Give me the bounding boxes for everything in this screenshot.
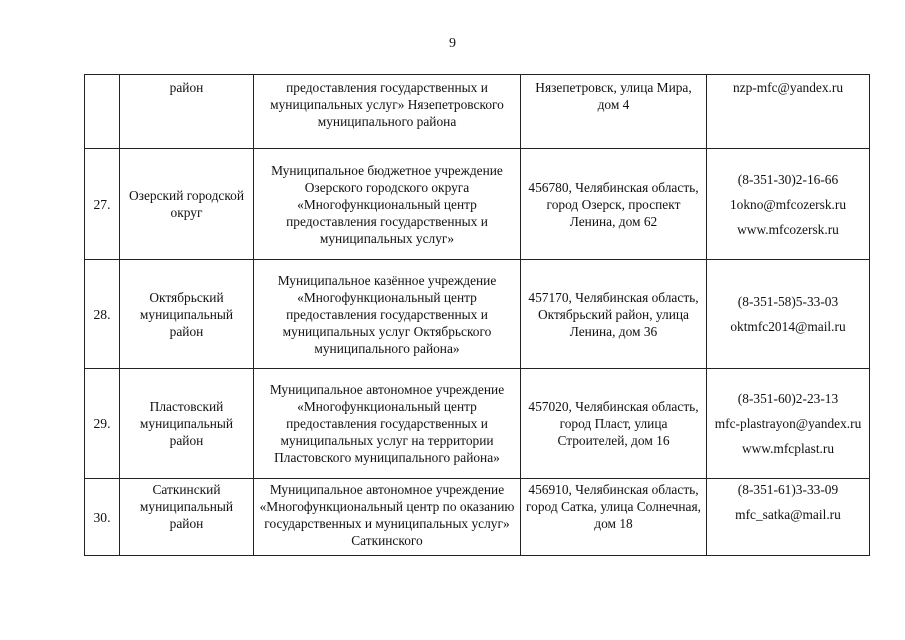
address-cell: 457170, Челябинская область, Октябрьский район, улица Ленина, дом 36 (521, 260, 707, 369)
institution-cell: Муниципальное казённое учреждение «Многофункциональный центр предоставления государственных и муниципальных услуг Октябрьского муниципального района» (254, 260, 521, 369)
contact-email: nzp-mfc@yandex.ru (732, 80, 844, 95)
contact-email: mfc_satka@mail.ru (735, 507, 841, 522)
contact-website: www.mfcplast.ru (741, 441, 835, 456)
contacts-cell (707, 479, 870, 556)
page-number: 9 (449, 36, 456, 51)
table-row (85, 75, 870, 149)
table-row (85, 479, 870, 556)
contacts-cell (707, 260, 870, 369)
district-cell: Саткинский муниципальный район (120, 479, 254, 556)
institution-cell: предоставления государственных и муниципальных услуг» Нязепетровского муниципального района (254, 75, 521, 149)
row-number: 28. (85, 260, 120, 369)
row-number: 29. (85, 369, 120, 479)
address-cell: 457020, Челябинская область, город Пласт, улица Строителей, дом 16 (521, 369, 707, 479)
address-cell: 456780, Челябинская область, город Озерск, проспект Ленина, дом 62 (521, 149, 707, 260)
contacts-cell (707, 149, 870, 260)
district-cell: Пластовский муниципальный район (120, 369, 254, 479)
contact-phone: (8-351-58)5-33-03 (737, 294, 839, 309)
contact-website: www.mfcozersk.ru (737, 221, 839, 237)
contact-email: mfc-plastrayon@yandex.ru (714, 416, 862, 431)
address-cell: 456910, Челябинская область, город Сатка, улица Солнечная, дом 18 (521, 479, 707, 556)
row-number: 30. (85, 479, 120, 556)
address-cell: Нязепетровск, улица Мира, дом 4 (521, 75, 707, 149)
table-row (85, 260, 870, 369)
mfc-registry-table (84, 74, 870, 556)
table-row (85, 369, 870, 479)
contact-email: 1okno@mfcozersk.ru (729, 196, 847, 212)
contact-phone: (8-351-30)2-16-66 (737, 171, 839, 187)
institution-cell: Муниципальное бюджетное учреждение Озерского городского округа «Многофункциональный центр предоставления государственных и муниципальных услуг» (254, 149, 521, 260)
district-cell: Озерский городской округ (120, 149, 254, 260)
contact-email: oktmfc2014@mail.ru (730, 319, 846, 334)
contact-phone: (8-351-61)3-33-09 (737, 482, 839, 497)
institution-cell: Муниципальное автономное учреждение «Многофункциональный центр по оказанию государственных и муниципальных услуг» Саткинского (254, 479, 521, 556)
district-cell: Октябрьский муниципальный район (120, 260, 254, 369)
contacts-cell (707, 369, 870, 479)
institution-cell: Муниципальное автономное учреждение «Многофункциональный центр предоставления государственных и муниципальных услуг на территории Пластовского муниципального района» (254, 369, 521, 479)
row-number: 27. (85, 149, 120, 260)
contacts-cell (707, 75, 870, 149)
table-row (85, 149, 870, 260)
row-number (85, 75, 120, 149)
contact-phone: (8-351-60)2-23-13 (737, 391, 839, 406)
district-cell: район (120, 75, 254, 149)
